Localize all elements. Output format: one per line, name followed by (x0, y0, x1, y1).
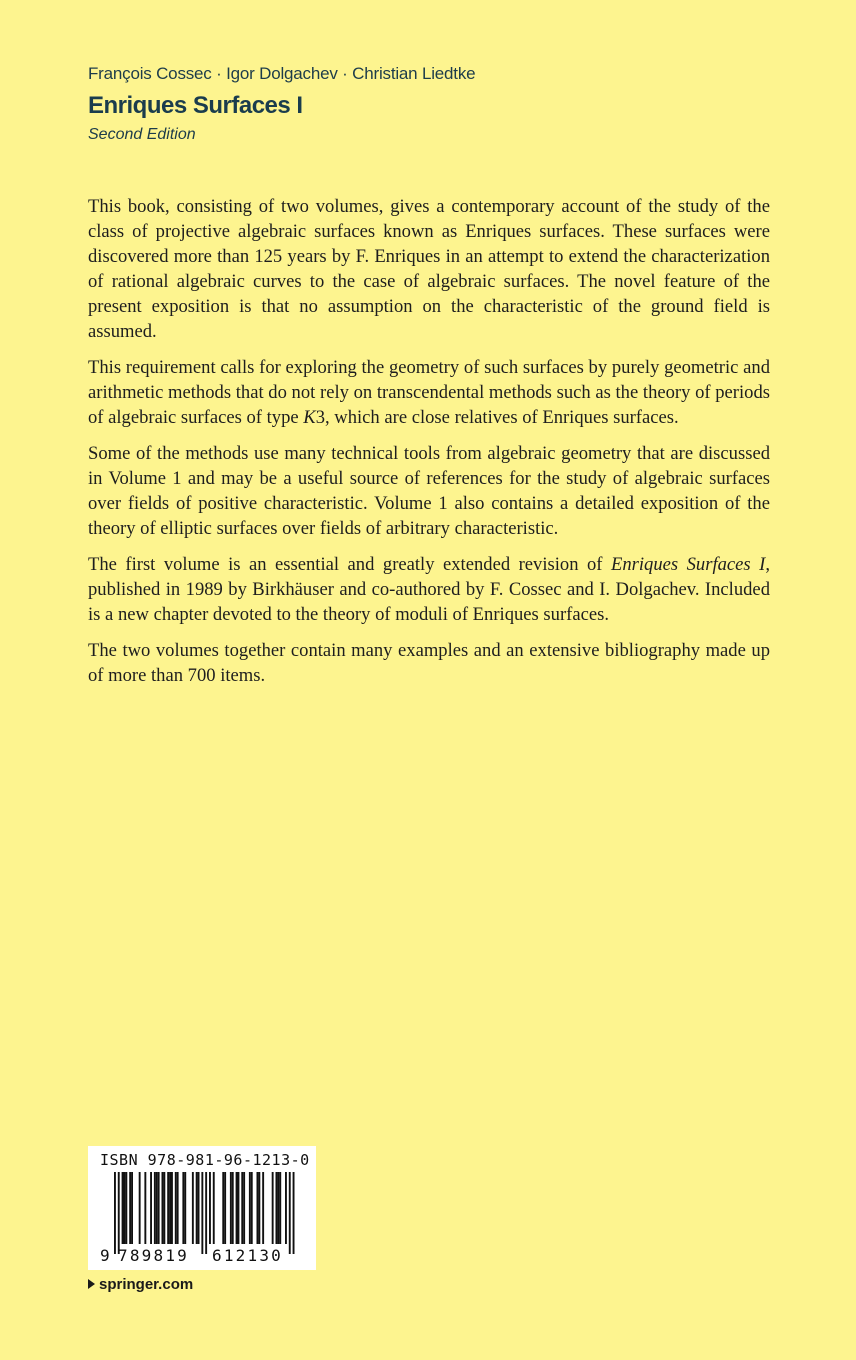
barcode-bar (289, 1172, 291, 1254)
barcode-bar (131, 1172, 133, 1244)
barcode-bar (243, 1172, 245, 1244)
paragraph-2-text-b: 3, which are close relatives of Enriques surfaces. (315, 407, 679, 428)
barcode-bar (262, 1172, 264, 1244)
paragraph-4-book-title: Enriques Surfaces I (610, 554, 766, 575)
barcode-bar (139, 1172, 141, 1244)
barcode-bar (258, 1172, 260, 1244)
barcode-bar (192, 1172, 194, 1244)
barcode-bar (238, 1172, 240, 1244)
barcode-bar (125, 1172, 127, 1244)
barcode-bar (196, 1172, 198, 1244)
barcode-bar (169, 1172, 171, 1244)
barcode-bar (205, 1172, 207, 1254)
barcode-bar (171, 1172, 173, 1244)
barcode-bar (163, 1172, 165, 1244)
barcode-bar (129, 1172, 131, 1244)
barcode-bar (232, 1172, 234, 1244)
publisher-link[interactable] (88, 1276, 193, 1293)
barcode-bar (144, 1172, 146, 1244)
barcode-bar (124, 1172, 126, 1244)
barcode-bar (154, 1172, 156, 1244)
barcode-bar (122, 1172, 124, 1244)
barcode-bar (184, 1172, 186, 1244)
barcode-bar (224, 1172, 226, 1244)
barcode-bar (279, 1172, 281, 1244)
barcode-bar (236, 1172, 238, 1244)
publisher-url: springer.com (99, 1276, 194, 1293)
barcode-bar (293, 1172, 295, 1254)
barcode-right-digits: 612130 (212, 1246, 283, 1265)
barcode-bar (222, 1172, 224, 1244)
barcode-bar (118, 1172, 120, 1254)
barcode-bar (251, 1172, 253, 1244)
barcode-bar (156, 1172, 158, 1244)
barcode-bar (230, 1172, 232, 1244)
barcode-bar (277, 1172, 279, 1244)
barcode-bar (257, 1172, 259, 1244)
barcode-bar (249, 1172, 251, 1244)
edition-label: Second Edition (88, 126, 196, 143)
book-title: Enriques Surfaces I (88, 92, 303, 119)
description-paragraph-5: The two volumes together contain many examples and an extensive bibliography made up of more than 700 items. (88, 640, 770, 686)
barcode-bar (209, 1172, 211, 1244)
description-paragraph-3: Some of the methods use many technical tools from algebraic geometry that are discussed in Volume 1 and may be a useful source of references for the study of algebraic surfaces over fields of positive characteristic. Volume 1 also contains a detailed exposition of the theory of elliptic surfaces over fields of arbitrary characteristic. (88, 443, 770, 539)
authors-line: François Cossec · Igor Dolgachev · Christian Liedtke (88, 64, 476, 83)
barcode-bar (177, 1172, 179, 1244)
paragraph-4-text-b: , published in 1989 by Birkhäuser and co-authored by F. Cossec and I. Dolgachev. Included is a new chapter devoted to the theory of moduli of Enriques surfaces. (88, 554, 770, 625)
barcode-bar (114, 1172, 116, 1254)
barcode-bar (175, 1172, 177, 1244)
barcode-bar (158, 1172, 160, 1244)
description-paragraph-1: This book, consisting of two volumes, gives a contemporary account of the study of the class of projective algebraic surfaces known as Enriques surfaces. These surfaces were discovered more than 125 years by F. Enriques in an attempt to extend the characterization of rational algebraic curves to the case of algebraic surfaces. The novel feature of the present exposition is that no assumption on the characteristic of the ground field is assumed. (88, 196, 770, 342)
paragraph-2-k-symbol: K (303, 407, 316, 428)
barcode-bar (198, 1172, 200, 1244)
barcode-bar (276, 1172, 278, 1244)
paragraph-2-text-a: This requirement calls for exploring the geometry of such surfaces by purely geometric and arithmetic methods that do not rely on transcendental methods such as the theory of periods of algebraic surfaces of type (88, 357, 770, 428)
paragraph-4-text-a: The first volume is an essential and greatly extended revision of (88, 554, 611, 575)
barcode-bar (167, 1172, 169, 1244)
barcode-bar (162, 1172, 164, 1244)
barcode-first-digit: 9 (100, 1246, 110, 1265)
book-description (88, 194, 770, 699)
triangle-right-icon (88, 1279, 95, 1289)
barcode-bar (201, 1172, 203, 1254)
isbn-barcode (88, 1146, 316, 1270)
barcode-bar (213, 1172, 215, 1244)
barcode-left-digits: 789819 (118, 1246, 189, 1265)
isbn-label: ISBN 978-981-96-1213-0 (100, 1151, 310, 1169)
barcode-bar (285, 1172, 287, 1244)
barcode-bar (182, 1172, 184, 1244)
barcode-bar (272, 1172, 274, 1244)
description-paragraph-4 (88, 552, 770, 627)
description-paragraph-2 (88, 355, 770, 430)
barcode-bar (241, 1172, 243, 1244)
barcode-bar (150, 1172, 152, 1244)
